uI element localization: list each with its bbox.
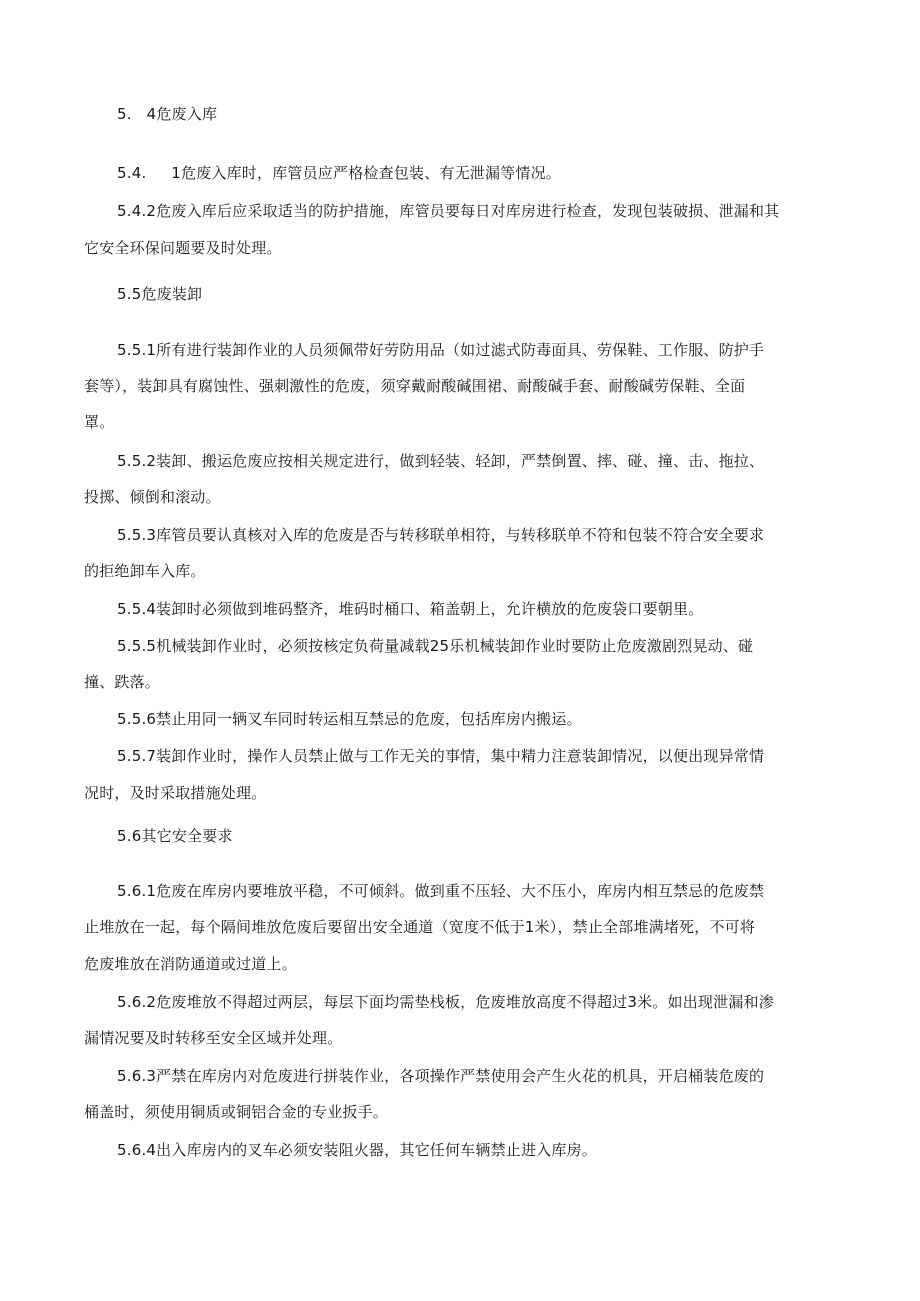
paragraph-5-5-2-line-2: 投掷、倾倒和滚动。 xyxy=(84,488,221,506)
paragraph-5-4-2-line-1: 5.4.2危废入库后应采取适当的防护措施，库管员要每日对库房进行检查，发现包装破损、泄漏和其 xyxy=(117,202,780,220)
paragraph-5-5-5-line-2: 撞、跌落。 xyxy=(84,673,161,691)
paragraph-5-5-1-line-2: 套等），装卸具有腐蚀性、强刺激性的危废，须穿戴耐酸碱围裙、耐酸碱手套、耐酸碱劳保鞋、全面 xyxy=(84,377,746,395)
paragraph-5-6-2-line-2: 漏情况要及时转移至安全区域并处理。 xyxy=(84,1029,343,1047)
paragraph-5-5-3-line-2: 的拒绝卸车入库。 xyxy=(84,562,206,580)
paragraph-5-5-3-line-1: 5.5.3库管员要认真核对入库的危废是否与转移联单相符，与转移联单不符和包装不符合安全要求 xyxy=(117,526,765,544)
paragraph-5-4-2-line-2: 它安全环保问题要及时处理。 xyxy=(84,239,282,257)
paragraph-5-5-2-line-1: 5.5.2装卸、搬运危废应按相关规定进行，做到轻装、轻卸，严禁倒置、摔、碰、撞、击、拖拉、 xyxy=(117,452,765,470)
paragraph-5-5-1-line-1: 5.5.1所有进行装卸作业的人员须佩带好劳防用品（如过滤式防毒面具、劳保鞋、工作服、防护手 xyxy=(117,341,765,359)
paragraph-5-5-5-line-1: 5.5.5机械装卸作业时，必须按核定负荷量减载25乐机械装卸作业时要防止危废激剧烈晃动、碰 xyxy=(117,637,754,655)
paragraph-5-5-1-line-3: 罩。 xyxy=(84,413,115,431)
paragraph-5-6-1-line-1: 5.6.1危废在库房内要堆放平稳，不可倾斜。做到重不压轻、大不压小，库房内相互禁忌的危废禁 xyxy=(117,882,765,900)
paragraph-5-6-4-line-1: 5.6.4出入库房内的叉车必须安装阻火器，其它任何车辆禁止进入库房。 xyxy=(117,1141,597,1159)
paragraph-5-5-4-line-1: 5.5.4装卸时必须做到堆码整齐，堆码时桶口、箱盖朝上，允许横放的危废袋口要朝里。 xyxy=(117,600,704,618)
section-heading-5-6: 5.6其它安全要求 xyxy=(117,827,233,845)
section-heading-5-5: 5.5危废装卸 xyxy=(117,285,203,303)
paragraph-5-6-1-line-3: 危废堆放在消防通道或过道上。 xyxy=(84,955,297,973)
paragraph-5-4-1-line-1: 5.4. 1危废入库时，库管员应严格检查包装、有无泄漏等情况。 xyxy=(117,164,562,182)
paragraph-5-5-7-line-2: 况时，及时采取措施处理。 xyxy=(84,784,267,802)
paragraph-5-6-3-line-2: 桶盖时，须使用铜质或铜铝合金的专业扳手。 xyxy=(84,1103,389,1121)
paragraph-5-5-7-line-1: 5.5.7装卸作业时，操作人员禁止做与工作无关的事情，集中精力注意装卸情况，以便出现异常情 xyxy=(117,747,765,765)
paragraph-5-6-2-line-1: 5.6.2危废堆放不得超过两层，每层下面均需垫栈板，危废堆放高度不得超过3米。如出现泄漏和渗 xyxy=(117,993,774,1011)
paragraph-5-6-3-line-1: 5.6.3严禁在库房内对危废进行拼装作业，各项操作严禁使用会产生火花的机具，开启桶装危废的 xyxy=(117,1067,765,1085)
section-heading-5-4: 5. 4危废入库 xyxy=(117,105,218,123)
paragraph-5-5-6-line-1: 5.5.6禁止用同一辆叉车同时转运相互禁忌的危废，包括库房内搬运。 xyxy=(117,710,582,728)
paragraph-5-6-1-line-2: 止堆放在一起，每个隔间堆放危废后要留出安全通道（宽度不低于1米），禁止全部堆满堵死，不可将 xyxy=(84,918,756,936)
